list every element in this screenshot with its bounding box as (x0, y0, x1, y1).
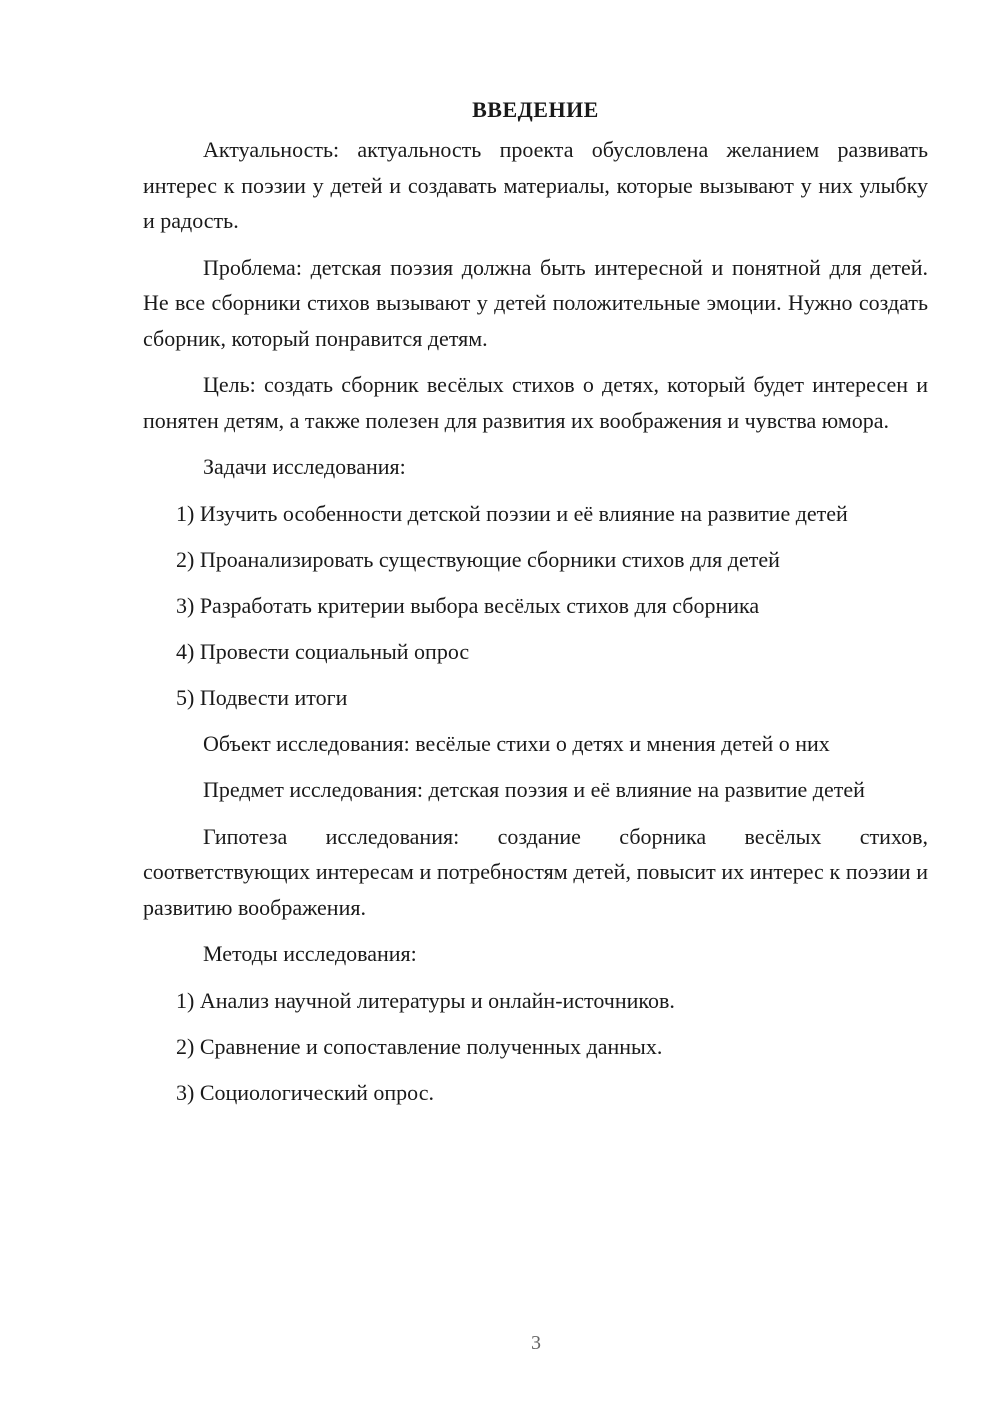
task-item: 2) Проанализировать существующие сборники стихов для детей (176, 546, 780, 572)
object-paragraph: Объект исследования: весёлые стихи о детях и мнения детей о них (203, 730, 830, 756)
problem-paragraph: Проблема: детская поэзия должна быть интересной и понятной для детей. Не все сборники стихов вызывают у детей положительные эмоции. Нужно создать сборник, который понравится детям. (143, 254, 928, 351)
relevance-paragraph: Актуальность: актуальность проекта обусловлена желанием развивать интерес к поэзии у детей и создавать материалы, которые вызывают у них улыбку и радость. (143, 137, 928, 233)
tasks-title: Задачи исследования: (203, 454, 406, 479)
subject-paragraph: Предмет исследования: детская поэзия и её влияние на развитие детей (203, 777, 865, 802)
task-item: 4) Провести социальный опрос (176, 638, 470, 664)
page-number: 3 (531, 1332, 541, 1354)
methods-title: Методы исследования: (203, 941, 417, 966)
hypothesis-paragraph: Гипотеза исследования: создание сборника весёлых стихов, соответствующих интересам и потребностям детей, повысит их интерес к поэзии и развитию воображения. (143, 823, 928, 920)
task-item: 1) Изучить особенности детской поэзии и её влияние на развитие детей (176, 500, 848, 526)
page-content (143, 92, 928, 1121)
section-heading: ВВЕДЕНИЕ (472, 97, 599, 122)
task-item: 5) Подвести итоги (176, 684, 348, 710)
method-item: 2) Сравнение и сопоставление полученных данных. (176, 1033, 663, 1059)
goal-paragraph: Цель: создать сборник весёлых стихов о детях, который будет интересен и понятен детям, а также полезен для развития их воображения и чувства юмора. (143, 372, 928, 433)
task-item: 3) Разработать критерии выбора весёлых стихов для сборника (176, 592, 760, 618)
method-item: 1) Анализ научной литературы и онлайн-источников. (176, 987, 675, 1013)
method-item: 3) Социологический опрос. (176, 1079, 434, 1105)
